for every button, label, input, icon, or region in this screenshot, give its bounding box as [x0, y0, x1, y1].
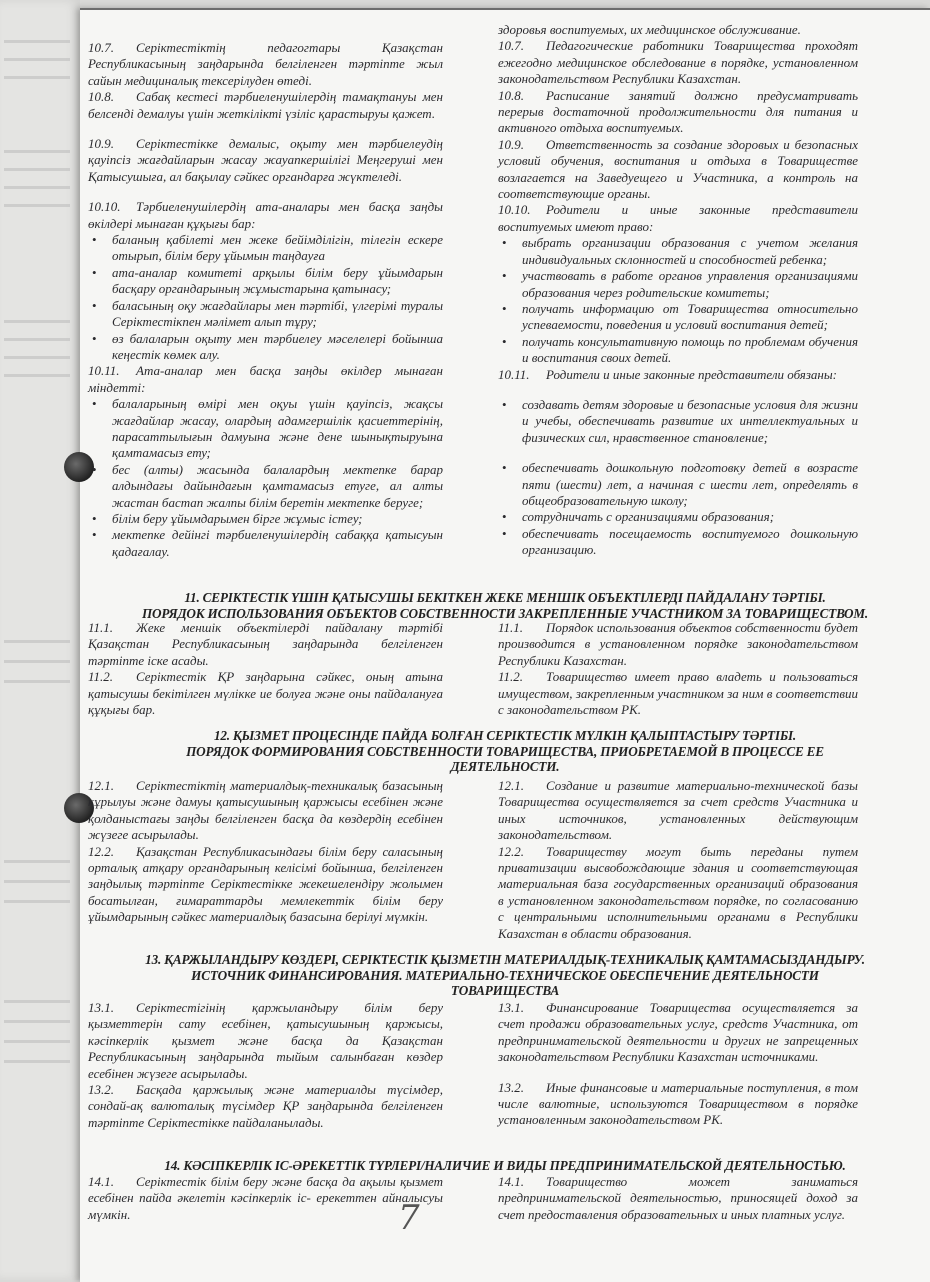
ghost-text-line [4, 1000, 70, 1003]
ghost-text-line [4, 76, 70, 79]
list-item: • сотрудничать с организациями образования; [522, 509, 858, 525]
section-13-kazakh: 13.1. Серіктестігінің қаржыландыру білім беру қызметтерін сату есебінен, қатысушының қаржысы, кәсіпкерлік қызмет және басқа да Қазақстан Республикасының заңдарында тыйым салынбаған көздер есебінен жүзеге асырылады. 13.2. Басқада қаржылық және материалды түсімдер, сондай-ақ валюталық түсімдер ҚР заңдарында белгіленген тәртіпте Серіктестікке пайдаланылады. [88, 1000, 443, 1130]
handwritten-page-number: 7 [398, 1198, 420, 1238]
clause-10-8-ru: 10.8. Расписание занятий должно предусматривать перерыв достаточной продолжительности для питания и активного отдыха воспитуемых. [498, 87, 858, 136]
kazakh-column-top [88, 40, 443, 560]
section-13-heading: 13. ҚАРЖЫЛАНДЫРУ КӨЗДЕРІ, СЕРІКТЕСТІК ҚЫЗМЕТІН МАТЕРИАЛДЫҚ-ТЕХНИКАЛЫҚ ҚАМТАМАСЫЗДАНДЫРУ. ИСТОЧНИК ФИНАНСИРОВАНИЯ. МАТЕРИАЛЬНО-ТЕХНИЧЕСКОЕ ОБЕСПЕЧЕНИЕ ДЕЯТЕЛЬНОСТИ ТОВАРИЩЕСТВА [145, 952, 865, 998]
list-item: • обеспечивать дошкольную подготовку детей в возрасте пяти (шести) лет, а начиная с шести лет, определять в общеобразовательную школу; [522, 460, 858, 509]
ghost-text-line [4, 640, 70, 643]
clause-10-7-ru: 10.7. Педагогические работники Товарищества проходят ежегодно медицинское обследование в порядке, установленном законодательством Республики Казахстан. [498, 38, 858, 87]
section-11-russian: 11.1. Порядок использования объектов собственности будет производится в установленном порядке законодательством Республики Казахстан. 11.2. Товарищество имеет право владеть и пользоваться имуществом, закрепленным участником за ним в соответствии с законодательством РК. [498, 620, 858, 718]
ghost-text-line [4, 1020, 70, 1023]
clause-10-7-kz: 10.7. Серіктестіктің педагогтары Қазақстан Республикасының заңдарында белгіленген тәртіпте жыл сайын медициналық тексерілуден өтеді. [88, 40, 443, 88]
rights-list-kz [88, 232, 443, 363]
ghost-text-line [4, 900, 70, 903]
clause-10-11-ru: 10.11. Родители и иные законные представители обязаны: [498, 366, 838, 382]
list-item: • балаларының өмірі мен оқуы үшін қауіпсіз, жақсы жағдайлар жасау, олардың адамгершілік қасиеттерінің, парасаттылығын дамуына және дене шынықтыруына қамтамасыз ету; [112, 396, 443, 462]
clause-continuation-ru: здоровья воспитуемых, их медицинское обслуживание. [498, 22, 801, 37]
ghost-text-line [4, 860, 70, 863]
section-13-russian: 13.1. Финансирование Товарищества осуществляется за счет продажи образовательных услуг, средств Участника, от предпринимательской деятельности и других не запрещенных законодательством Республики Казахстан источниками. 13.2. Иные финансовые и материальные поступления, в том числе валютные, используются Товариществом в порядке установленным законодательством РК. [498, 1000, 858, 1128]
ghost-text-line [4, 374, 70, 377]
clause-10-10-ru: 10.10. Родители и иные законные представители воспитуемых имеют право: [498, 202, 858, 234]
ghost-text-line [4, 58, 70, 61]
clause-10-9-kz: 10.9. Серіктестікке демалыс, оқыту мен тәрбиелеудің қауіпсіз жағдайларын жасау жауапкершілігі Меңгеруші мен Қатысушыға, ал бақылау сәйкес органдарға жүктеледі. [88, 136, 443, 184]
list-item: • обеспечивать посещаемость воспитуемого дошкольную организацию. [522, 526, 858, 559]
ghost-text-line [4, 186, 70, 189]
clause-10-8-kz: 10.8. Сабақ кестесі тәрбиеленушілердің тамақтануы мен белсенді демалуы үшін жеткілікті үзіліс қарастыруы қажет. [88, 89, 443, 121]
list-item: • ата-аналар комитеті арқылы білім беру ұйымдарын басқару органдарының жұмыстарына қатынасу; [112, 265, 443, 298]
list-item: • мектепке дейінгі тәрбиеленушілердің сабаққа қатысуын қадағалау. [112, 527, 443, 560]
ghost-text-line [4, 1040, 70, 1043]
list-item: • участвовать в работе органов управления организациями образования через родительские комитеты; [522, 268, 858, 301]
list-item: • выбрать организации образования с учетом желания индивидуальных склонностей и способностей ребенка; [522, 235, 858, 268]
ghost-text-line [4, 150, 70, 153]
ghost-text-line [4, 204, 70, 207]
russian-column-top [498, 22, 858, 559]
ghost-text-line [4, 40, 70, 43]
section-12-russian: 12.1. Создание и развитие материально-технической базы Товарищества осуществляется за счет средств Участника и иных источников, установленных действующим законодательством. 12.2. Товариществу могут быть переданы путем приватизации высвобождающие здания и соответствующая материальная база государственных организаций образования в установленном законодательством порядке, по согласованию с центральными исполнительными органами в Республики Казахстан в области образования. [498, 778, 858, 941]
section-14-russian: 14.1. Товарищество может заниматься предпринимательской деятельностью, приносящей доход за счет предоставления образовательных и иных платных услуг. [498, 1174, 858, 1222]
ghost-text-line [4, 338, 70, 341]
list-item: • баласының оқу жағдайлары мен тәртібі, үлгерімі туралы Серіктестікпен мәлімет алып тұру; [112, 298, 443, 331]
ghost-text-line [4, 660, 70, 663]
section-11-heading: 11. СЕРІКТЕСТІК ҮШІН ҚАТЫСУШЫ БЕКІТКЕН ЖЕКЕ МЕНШІК ОБЪЕКТІЛЕРДІ ПАЙДАЛАНУ ТӘРТІБІ. ПОРЯДОК ИСПОЛЬЗОВАНИЯ ОБЪЕКТОВ СОБСТВЕННОСТИ ЗАКРЕПЛЕННЫЕ УЧАСТНИКОМ ЗА ТОВАРИЩЕСТВОМ. [141, 590, 868, 621]
section-12-kazakh: 12.1. Серіктестіктің материалдық-техникалық базасының құрылуы және дамуы қатысушының қаржысы есебінен және қолданыстағы заңды белгіленген басқа да көздердің есебінен жүзеге асырылады. 12.2. Қазақстан Республикасындағы білім беру саласының орталық атқару органдарының келісімі бойынша, белгіленген заңдылық тәртіпте Серіктестікке жекешелендіру жолымен босатылған, ғимараттарды мемлекеттік білім беру ұйымдарының сәйкес материалдық базасына берілуі мүмкін. [88, 778, 443, 925]
ghost-text-line [4, 320, 70, 323]
list-item: • өз балаларын оқыту мен тәрбиелеу мәселелері бойынша кеңестік көмек алу. [112, 331, 443, 364]
duties-list-ru [498, 397, 858, 559]
list-item: • получать информацию от Товарищества относительно успеваемости, поведения и условий воспитания детей; [522, 301, 858, 334]
clause-10-9-ru: 10.9. Ответственность за создание здоровых и безопасных условий обучения, воспитания и отдыха в Товариществе возлагается на Заведуещего и Участника, а контроль на соответствующие органы. [498, 136, 858, 202]
ghost-text-line [4, 168, 70, 171]
clause-10-11-kz: 10.11. Ата-аналар мен басқа заңды өкілдер мынаған міндетті: [88, 363, 443, 395]
document-page [80, 8, 930, 1282]
list-item: • баланың қабілеті мен жеке бейімділігін, тілегін ескере отырып, білім беру ұйымын таңдауға [112, 232, 443, 265]
underlying-page-edge [0, 0, 80, 1280]
list-item: • создавать детям здоровые и безопасные условия для жизни и учебы, обеспечивать развитие их интеллектуальных и физических сил, нравственное становление; [522, 397, 858, 446]
list-item: • получать консультативную помощь по проблемам обучения и воспитания своих детей. [522, 334, 858, 367]
section-11-kazakh: 11.1. Жеке меншік объектілерді пайдалану тәртібі Қазақстан Республикасының заңдарында белгіленген тәртіпте іске асады. 11.2. Серіктестік ҚР заңдарына сәйкес, оның атына қатысушы бекітілген мүлікке ие болуға және оны пайдалануға құқығы бар. [88, 620, 443, 718]
ghost-text-line [4, 1060, 70, 1063]
section-14-heading: 14. КӘСІПКЕРЛІК ІС-ӘРЕКЕТТІК ТҮРЛЕРІ/НАЛИЧИЕ И ВИДЫ ПРЕДПРИНИМАТЕЛЬСКОЙ ДЕЯТЕЛЬНОСТЬЮ. [164, 1158, 846, 1173]
list-item: • бес (алты) жасында балалардың мектепке барар алдындағы дайындағын қамтамасыз етуге, ал алты жастан бастап жалпы білім беретін мектепке беруге; [112, 462, 443, 511]
duties-list-kz [88, 396, 443, 560]
ghost-text-line [4, 680, 70, 683]
rights-list-ru [498, 235, 858, 366]
ghost-text-line [4, 880, 70, 883]
section-12-heading: 12. ҚЫЗМЕТ ПРОЦЕСІНДЕ ПАЙДА БОЛҒАН СЕРІКТЕСТІК МҮЛКІН ҚАЛЫПТАСТЫРУ ТӘРТІБІ. ПОРЯДОК ФОРМИРОВАНИЯ СОБСТВЕННОСТИ ТОВАРИЩЕСТВА, ПРИОБРЕТАЕМОЙ В ПРОЦЕССЕ ЕЕ ДЕЯТЕЛЬНОСТИ. [186, 728, 824, 774]
ghost-text-line [4, 356, 70, 359]
list-item: • білім беру ұйымдарымен бірге жұмыс істеу; [112, 511, 443, 527]
clause-10-10-kz: 10.10. Тәрбиеленушілердің ата-аналары мен басқа заңды өкілдері мынаған құқығы бар: [88, 199, 443, 231]
section-14-kazakh: 14.1. Серіктестік білім беру және басқа да ақылы қызмет есебінен пайда әкелетін кәсіпкерлік іс- ерекеттен айналысуы мүмкін. [88, 1174, 443, 1222]
